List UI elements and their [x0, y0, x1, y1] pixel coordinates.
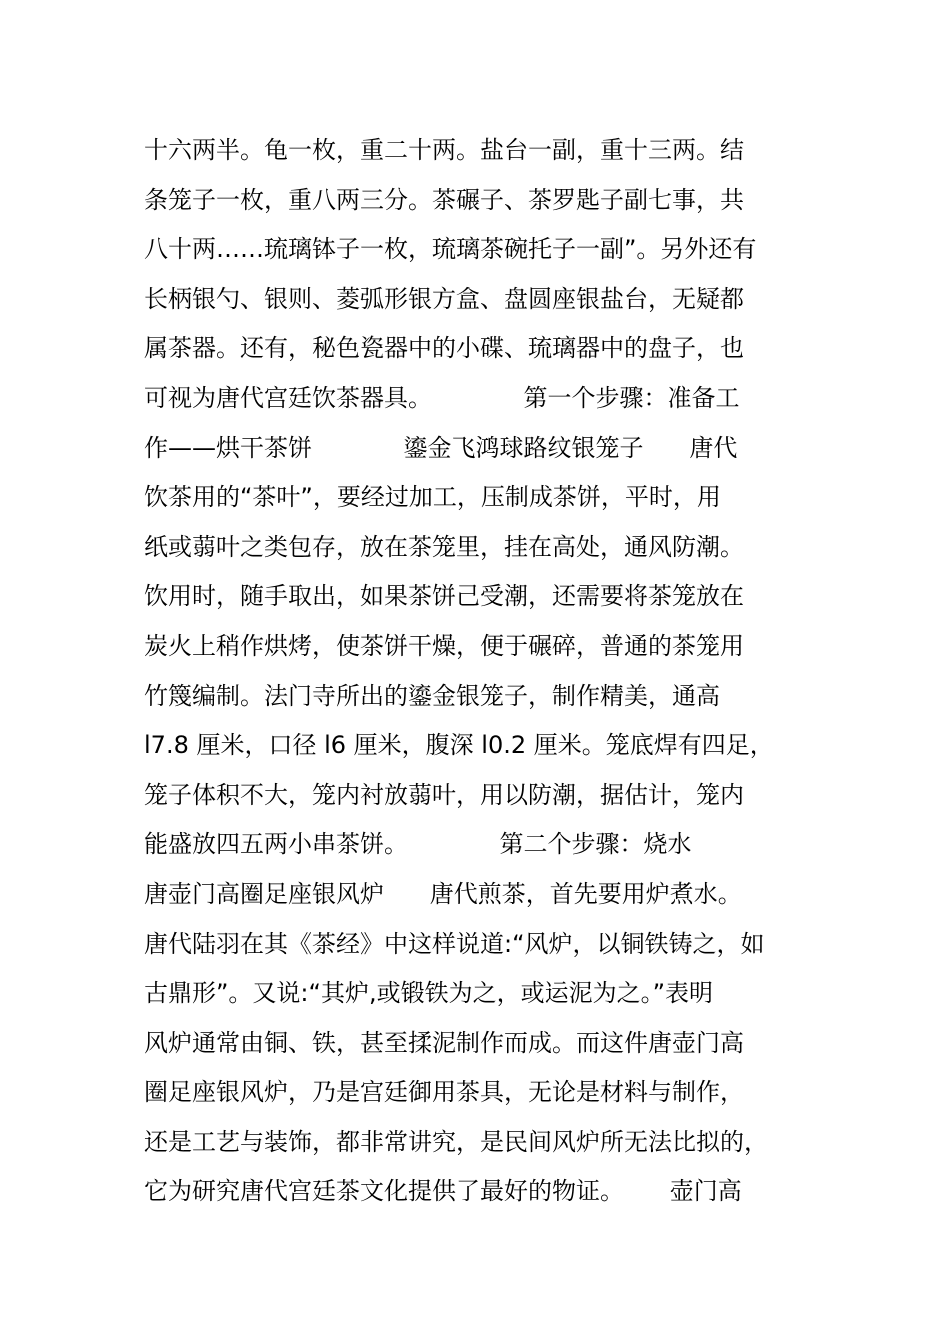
- text-line: 竹篾编制。法门寺所出的鎏金银笼子，制作精美，通高: [144, 681, 720, 710]
- text-line: 饮用时，随手取出，如果茶饼己受潮，还需要将茶笼放在: [144, 582, 744, 611]
- text-line: 还是工艺与装饰，都非常讲究，是民间风炉所无法比拟的，: [144, 1127, 768, 1156]
- text-line: l7.8 厘米，口径 l6 厘米，腹深 l0.2 厘米。笼底焊有四足，: [144, 731, 774, 760]
- body-text: [144, 126, 824, 1217]
- text-line: 它为研究唐代宫廷茶文化提供了最好的物证。 壶门高: [144, 1177, 742, 1206]
- text-line: 古鼎形”。又说:“其炉,或锻铁为之，或运泥为之。”表明: [144, 979, 714, 1008]
- text-line: 能盛放四五两小串茶饼。 第二个步骤：烧水: [144, 830, 692, 859]
- text-line: 十六两半。龟一枚，重二十两。盐台一副，重十三两。结: [144, 136, 744, 164]
- text-line: 属茶器。还有，秘色瓷器中的小碟、琉璃器中的盘子，也: [144, 334, 744, 363]
- text-line: 条笼子一枚，重八两三分。茶碾子、茶罗匙子副七事，共: [144, 185, 744, 214]
- text-line: 作——烘干茶饼 鎏金飞鸿球路纹银笼子 唐代: [144, 433, 738, 462]
- text-line: 唐代陆羽在其《茶经》中这样说道:“风炉，以铜铁铸之，如: [144, 929, 765, 958]
- text-line: 唐壶门高圈足座银风炉 唐代煎茶，首先要用炉煮水。: [144, 879, 742, 908]
- text-line: 风炉通常由铜、铁，甚至揉泥制作而成。而这件唐壶门高: [144, 1028, 744, 1057]
- text-line: 可视为唐代宫廷饮茶器具。 第一个步骤：准备工: [144, 383, 740, 412]
- text-line: 八十两……琉璃钵子一枚，琉璃茶碗托子一副”。另外还有: [144, 235, 757, 264]
- text-line: 饮茶用的“茶叶”，要经过加工，压制成茶饼，平时，用: [144, 483, 721, 512]
- text-line: 笼子体积不大，笼内衬放蒻叶，用以防潮，据估计，笼内: [144, 780, 744, 809]
- text-line: 长柄银勺、银则、菱弧形银方盒、盘圆座银盐台，无疑都: [144, 284, 744, 313]
- text-line: 圈足座银风炉，乃是宫廷御用茶具，无论是材料与制作，: [144, 1078, 744, 1107]
- text-line: 炭火上稍作烘烤，使茶饼干燥，便于碾碎，普通的茶笼用: [144, 631, 744, 660]
- text-line: 纸或蒻叶之类包存，放在茶笼里，挂在高处，通风防潮。: [144, 532, 744, 561]
